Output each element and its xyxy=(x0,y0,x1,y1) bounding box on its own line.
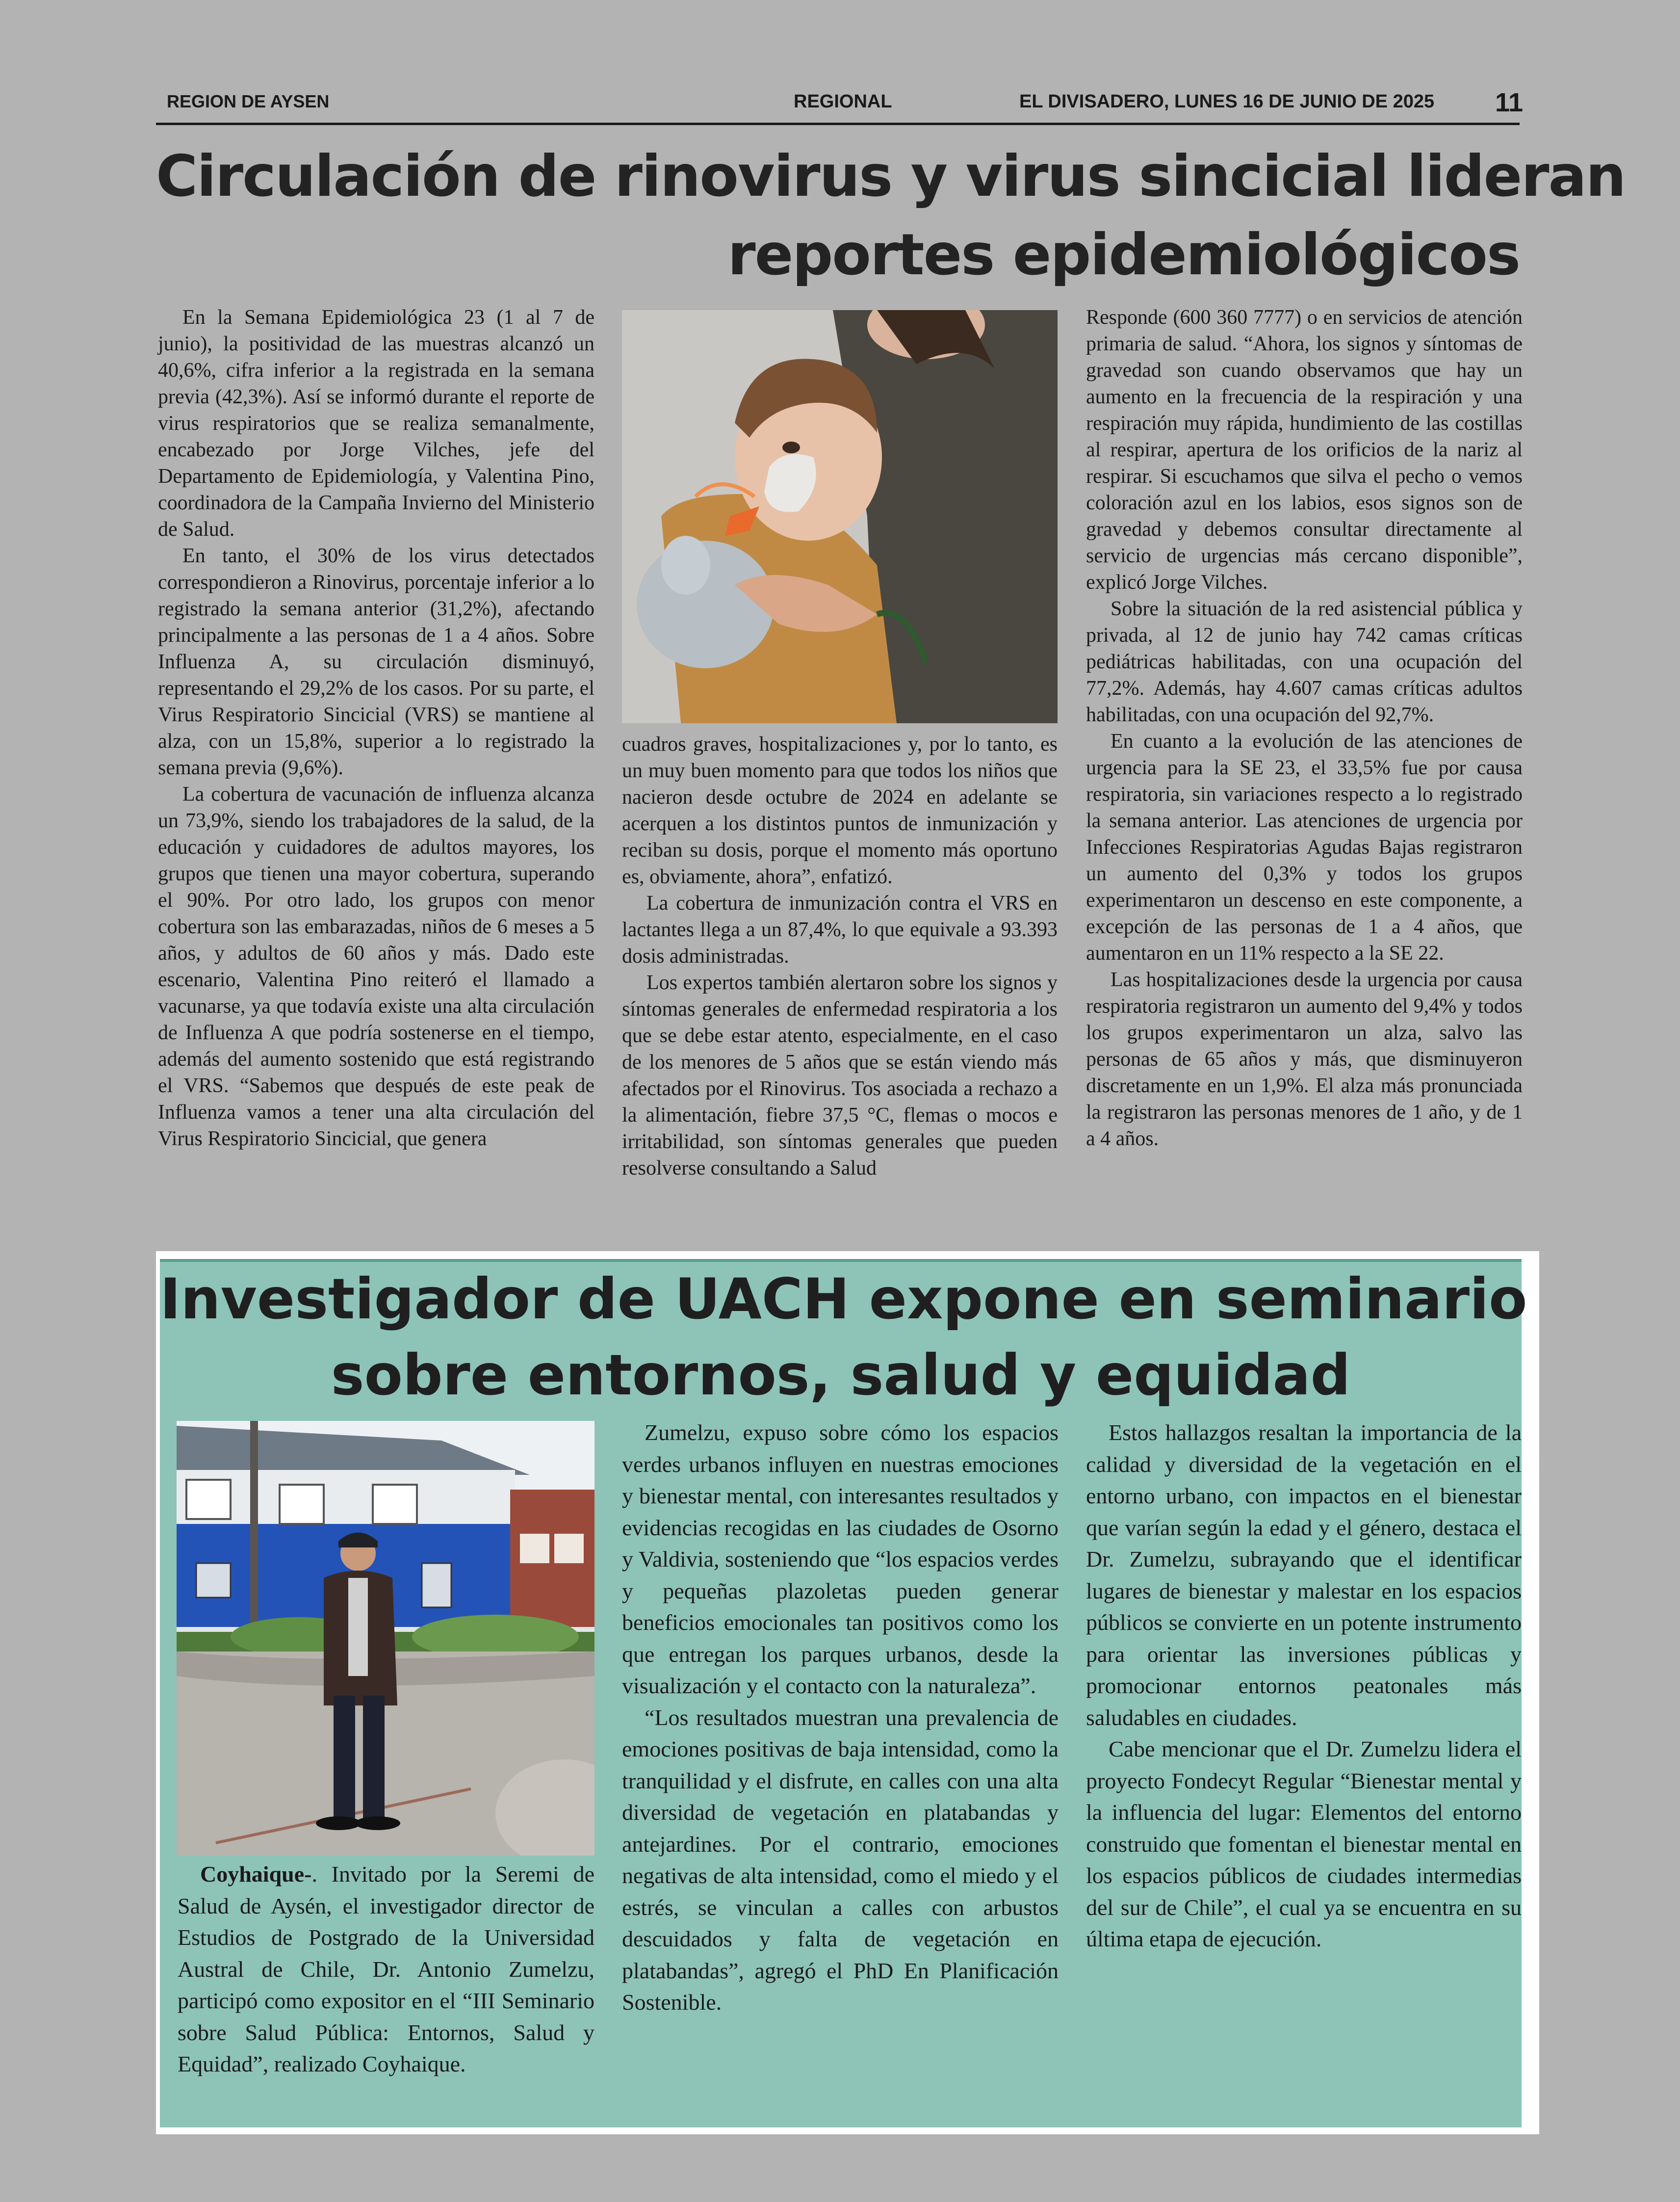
dateline-lead: Coyhaique- xyxy=(200,1861,312,1887)
paragraph: Cabe mencionar que el Dr. Zumelzu lidera el proyecto Fondecyt Regular “Bienestar mental y la influencia del lugar: Elementos del entorno construido que fomentan el bienestar mental en los espacios públicos de ciudades intermedias del sur de Chile”, el cual ya se encuentra en su última etapa de ejecución. xyxy=(1086,1736,1522,1951)
paragraph xyxy=(178,1859,594,2080)
article1-headline xyxy=(156,137,1626,294)
paragraph: Sobre la situación de la red asistencial pública y privada, al 12 de junio hay 742 camas críticas pediátricas habilitadas, con una ocupación del 77,2%. Además, hay 4.607 camas críticas adultos habilitadas, con una ocupación del 92,7%. xyxy=(1086,598,1523,726)
paragraph: En la Semana Epidemiológica 23 (1 al 7 de junio), la positividad de las muestras alcanzó un 40,6%, cifra inferior a la registrada en la semana previa (42,3%). Así se informó durante el reporte de virus respiratorios que se realiza semanalmente, encabezado por Jorge Vilches, jefe del Departamento de Epidemiología, y Valentina Pino, coordinadora de la Campaña Invierno del Ministerio de Salud. xyxy=(158,306,594,541)
section-label: REGION DE AYSEN xyxy=(167,91,330,111)
article2-column-1 xyxy=(178,1859,594,2080)
paragraph: La cobertura de inmunización contra el VRS en lactantes llega a un 87,4%, lo que equivale a 93.393 dosis administradas. xyxy=(622,892,1058,968)
article2-column-3 xyxy=(1086,1417,1522,1955)
lead-paragraph-text: . Invitado por la Seremi de Salud de Aysén, el investigador director de Estudios de Postgrado de la Universidad Austral de Chile, Dr. Antonio Zumelzu, participó como expositor en el “III Seminario sobre Salud Pública: Entornos, Salud y Equidad”, realizado Coyhaique. xyxy=(178,1861,594,2076)
paragraph: En cuanto a la evolución de las atenciones de urgencia para la SE 23, el 33,5% fue por causa respiratoria, sin variaciones respecto a lo registrado la semana anterior. Las atenciones de urgencia por Infecciones Respiratorias Agudas Bajas registraron un aumento del 0,3% y todos los grupos experimentaron un descenso en este componente, a excepción de las personas de 1 a 4 años, que aumentaron en un 11% respecto a la SE 22. xyxy=(1086,730,1523,965)
article1-column-3 xyxy=(1086,304,1523,1152)
paragraph: Los expertos también alertaron sobre los signos y síntomas generales de enfermedad respiratoria a los que se debe estar atento, especialmente, en el caso de los menores de 5 años que se están viendo más afectados por el Rinovirus. Tos asociada a rechazo a la alimentación, fiebre 37,5 °C, flemas o mocos e irritabilidad, son síntomas generales que pueden resolverse consultando a Salud xyxy=(622,971,1058,1180)
paragraph: La cobertura de vacunación de influenza alcanza un 73,9%, siendo los trabajadores de la salud, de la educación y cuidadores de adultos mayores, los grupos que tienen una mayor cobertura, superando el 90%. Por otro lado, los grupos con menor cobertura son las embarazadas, niños de 6 meses a 5 años, y adultos de 60 años y más. Dado este escenario, Valentina Pino reiteró el llamado a vacunarse, ya que todavía existe una alta circulación de Influenza A que podría sostenerse en el tiempo, además del aumento sostenido que está registrando el VRS. “Sabemos que después de este peak de Influenza vamos a tener una alta circulación del Virus Respiratorio Sincicial, que genera xyxy=(158,783,594,1150)
section-name: REGIONAL xyxy=(794,91,892,112)
page-number: 11 xyxy=(1495,88,1524,117)
page-header xyxy=(156,88,1524,125)
article2-headline-line1: Investigador de UACH expone en seminario xyxy=(160,1266,1527,1332)
article2-headline-line2: sobre entornos, salud y equidad xyxy=(331,1342,1351,1408)
article1-headline-line2: reportes epidemiológicos xyxy=(727,222,1520,288)
article1-headline-line1: Circulación de rinovirus y virus sincicial lideran xyxy=(156,143,1626,210)
researcher-plaza-photo xyxy=(177,1421,594,1856)
article2-column-2 xyxy=(622,1417,1059,2018)
dateline: EL DIVISADERO, LUNES 16 DE JUNIO DE 2025 xyxy=(1019,91,1435,112)
article1-column-1 xyxy=(158,304,594,1152)
paragraph: “Los resultados muestran una prevalencia de emociones positivas de baja intensidad, como la tranquilidad y el disfrute, en calles con una alta diversidad de vegetación en platabandas y antejardines. Por el contrario, emociones negativas de alta intensidad, como el miedo y el estrés, se vinculan a calles con arbustos descuidados y falta de vegetación en platabandas”, agregó el PhD En Planificación Sostenible. xyxy=(622,1704,1059,2015)
paragraph: En tanto, el 30% de los virus detectados correspondieron a Rinovirus, porcentaje inferior a lo registrado la semana anterior (31,2%), afectando principalmente a las personas de 1 a 4 años. Sobre Influenza A, su circulación disminuyó, representando el 29,2% de los casos. Por su parte, el Virus Respiratorio Sincicial (VRS) se mantiene al alza, con un 15,8%, superior a lo registrado la semana previa (9,6%). xyxy=(158,545,594,779)
paragraph: Estos hallazgos resaltan la importancia de la calidad y diversidad de la vegetación en el entorno urbano, con impactos en el bienestar que varían según la edad y el género, destaca el Dr. Zumelzu, subrayando que el identificar lugares de bienestar y malestar en los espacios públicos se convierte en un potente instrumento para orientar las inversiones públicas y promocionar entornos peatonales más saludables en ciudades. xyxy=(1086,1420,1522,1730)
paragraph: Responde (600 360 7777) o en servicios de atención primaria de salud. “Ahora, los signos y síntomas de gravedad son cuando observamos que hay un aumento en la frecuencia de la respiración y una respiración muy rápida, hundimiento de las costillas al respirar, apertura de los orificios de la nariz al respirar. Si escuchamos que silva el pecho o vemos coloración azul en los labios, esos signos son de gravedad y debemos consultar directamente al servicio de urgencias más cercano disponible”, explicó Jorge Vilches. xyxy=(1086,306,1523,594)
nebulizer-illustration xyxy=(622,310,1058,723)
paragraph: cuadros graves, hospitalizaciones y, por lo tanto, es un muy buen momento para que todos los niños que nacieron desde octubre de 2024 en adelante se acerquen a los distintos puntos de inmunización y reciban su dosis, porque el momento más oportuno es, obviamente, ahora”, enfatizó. xyxy=(622,733,1058,888)
paragraph: Zumelzu, expuso sobre cómo los espacios verdes urbanos influyen en nuestras emociones y bienestar mental, con interesantes resultados y evidencias recogidas en las ciudades de Osorno y Valdivia, sosteniendo que “los espacios verdes y pequeñas plazoletas pueden generar beneficios emocionales tan positivos como los que entregan los parques urbanos, desde la visualización y el contacto con la naturaleza”. xyxy=(622,1420,1059,1698)
mother-child-nebulizer-photo xyxy=(622,310,1058,723)
paragraph: Las hospitalizaciones desde la urgencia por causa respiratoria registraron un aumento del 9,4% y todos los grupos experimentaron un alza, salvo las personas de 65 años y más, que disminuyeron discretamente en un 1,9%. El alza más pronunciada la registraron las personas menores de 1 año, y de 1 a 4 años. xyxy=(1086,969,1523,1150)
plaza-illustration xyxy=(177,1421,594,1856)
article1-column-2 xyxy=(622,731,1058,1181)
article2-headline xyxy=(160,1261,1527,1413)
